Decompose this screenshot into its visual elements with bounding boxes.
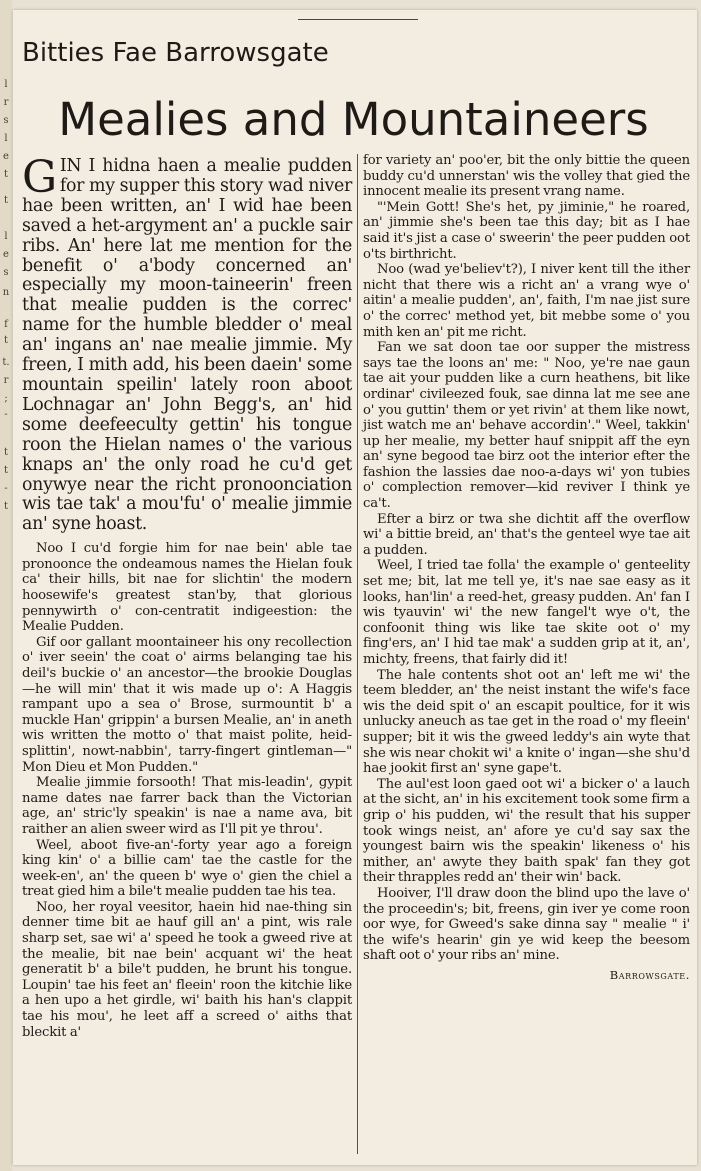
edge-letter: f [4,319,8,330]
edge-letter: t [3,195,9,206]
edge-letter: t [3,465,9,476]
drop-cap: G [22,152,57,203]
paragraph: Gif oor gallant moontaineer his ony recollection o' iver seein' the coat o' airms belanging tae his deil's buckie o' an ancestor—the brookie Douglas—he will min' that it wis made up o': A Haggis rampant upo a sea o' Brose, surmountit b' a muckle Han' grippin' a bursen Mealie, an' in aneth wis written the motto o' that maist polite, heid-splittin', nowt-nabbin', tarry-fingert gintleman—" Mon Dieu et Mon Pudden." [22,634,352,775]
lead-text: IN I hidna haen a mealie pudden for my supper this story wad niver hae been written, an' I wid hae been saved a het-argyment an' a puckle sair ribs. An' here lat me mention for the benefit o' a'body concerned an' especially my moon-taineerin' freen that mealie pudden is the correc' name for the humble bledder o' meal an' ingans an' nae mealie jimmie. My freen, I mith add, his been daein' some mountain speilin' lately roon aboot Lochnagar an' John Begg's, an' hid some deefeeculty gettin' his tongue roon the Hielan names o' the various knaps an' the only road he cu'd get onywye near the richt pronoonciation wis tae tak' a mou'fu' o' mealie jimmie an' syne hoast. [22,156,352,535]
edge-letter: t. [2,357,10,368]
edge-letter: l [4,133,8,144]
paragraph: "'Mein Gott! She's het, py jiminie," he roared, an' jimmie she's been tae this day; bit as I hae said it's jist a case o' sweerin' the peer pudden oot o'ts birthricht. [363,199,690,262]
paragraph: The hale contents shot oot an' left me wi' the teem bledder, an' the neist instant the wife's face wis the deid spit o' an escapit poultice, for it wis unlucky aneuch as tae get in the road o' my fleein' supper; bit it wis the gweed leddy's ain wyte that she wis near chokit wi' a knite o' ingan—she shu'd hae jookit first an' syne gape't. [363,667,690,777]
edge-letter: ; [4,393,8,404]
edge-letter: s [3,115,9,126]
headline: Mealies and Mountaineers [58,93,649,146]
left-column [22,153,352,1040]
paragraph: Efter a birz or twa she dichtit aff the overflow wi' a bittie breid, an' that's the genteel wye tae ait a pudden. [363,511,690,558]
edge-letter: - [4,409,8,420]
edge-letter: n [2,287,10,298]
paragraph: Mealie jimmie forsooth! That mis-leadin', gypit name dates nae farrer back than the Victorian age, an' stric'ly speakin' is nae a name ava, bit raither an alien sweer wird as I'll pit ye throu'. [22,775,352,837]
newspaper-clipping [13,10,697,1165]
paragraph: Weel, aboot five-an'-forty year ago a foreign king kin' o' a billie cam' tae the castle for the week-en', an' the queen b' wye o' gien the chiel a treat gied him a bile't mealie pudden tae his tea. [22,837,352,900]
edge-letter: t [3,447,9,458]
edge-letter: e [3,249,9,260]
edge-letter: t [3,169,9,180]
right-paragraphs [363,153,690,964]
adjacent-clipping-edge [0,0,12,1171]
right-column [363,153,690,983]
paragraph: Weel, I tried tae folla' the example o' genteelity set me; bit, lat me tell ye, it's nae sae easy as it looks, han'lin' a reed-het, greasy pudden. An' fan I wis tyauvin' wi' the new fangel't wye o't, the confoonit thing wis like tae skite oot o' my fing'ers, an' I hid tae mak' a sudden grip at it, an', michty, freens, that fairly did it! [363,558,690,667]
paragraph: Noo, her royal veesitor, haein hid nae-thing sin denner time bit ae hauf gill an' a pint, wis rale sharp set, sae wi' a' speed he took a gweed rive at the mealie, bit nae bein' acquant wi' the heat generatit b' a bile't pudden, he brunt his tongue. Loupin' tae his feet an' fleein' roon the kitchie like a hen upo a het girdle, wi' baith his han's clappit tae his mou', he leet aff a screed o' aiths that bleckit a' [22,899,352,1040]
paragraph: Noo (wad ye'believ't?), I niver kent till the ither nicht that there wis a richt an' a vrang wye o' aitin' a mealie pudden', an', faith, I'm nae jist sure o' the correc' method yet, bit mebbe some o' you mith ken an' pit me richt. [363,262,690,340]
column-kicker: Bitties Fae Barrowsgate [22,38,329,68]
paragraph: for variety an' poo'er, bit the only bittie the queen buddy cu'd unnerstan' wis the volley that gied the innocent mealie its present vrang name. [363,153,690,200]
paragraph: Noo I cu'd forgie him for nae bein' able tae pronoonce the ondeamous names the Hielan fouk ca' their hills, bit nae for slichtin' the modern hoosewife's greatest stan'by, that glorious pennywirth o' con-centratit indigeestion: the Mealie Pudden. [22,541,352,635]
top-rule [298,19,418,20]
edge-letter: r [3,375,9,386]
edge-letter: s [3,267,9,278]
byline: Barrowsgate. [609,967,690,982]
paragraph: Fan we sat doon tae oor supper the mistress says tae the loons an' me: " Noo, ye're nae gaun tae ait your pudden like a curn heathens, bit like ordinar' civileezed fouk, sae dinna lat me see ane o' you guttin' them or yet rivin' at them like nowt, jist watch me an' behave accordin'." Weel, takkin' up her mealie, my better hauf snippit aff the eyn an' syne begood tae birz oot the interior efter the fashion the lassies dae noo-a-days wi' yon tubies o' complection remover—kid reviver I think ye ca't. [363,340,690,512]
edge-letter: - [4,483,8,494]
edge-letter: l [4,79,8,90]
column-divider [357,154,358,1154]
lead-paragraph [22,152,352,535]
paragraph: Hooiver, I'll draw doon the blind upo the lave o' the proceedin's; bit, freens, gin iver ye come roon oor wye, for Gweed's sake dinna say " mealie " i' the wife's hearin' gin ye wid keep the beesom shaft oot o' your ribs an' mine. [363,885,690,964]
paragraph: The aul'est loon gaed oot wi' a bicker o' a lauch at the sicht, an' in his excitement took some firm a grip o' his pudden, wi' the result that his supper took wings neist, an' afore ye cu'd say sax the youngest bairn wis the speakin' likeness o' his mither, an' awyte they baith spak' fan they got their thrapples redd an' their win' back. [363,776,690,886]
left-paragraphs [22,541,352,1040]
edge-letter: e [3,151,9,162]
edge-letter: r [3,97,9,108]
edge-letter: t [3,335,9,346]
edge-letter: l [4,231,8,242]
edge-letter: t [3,501,9,512]
